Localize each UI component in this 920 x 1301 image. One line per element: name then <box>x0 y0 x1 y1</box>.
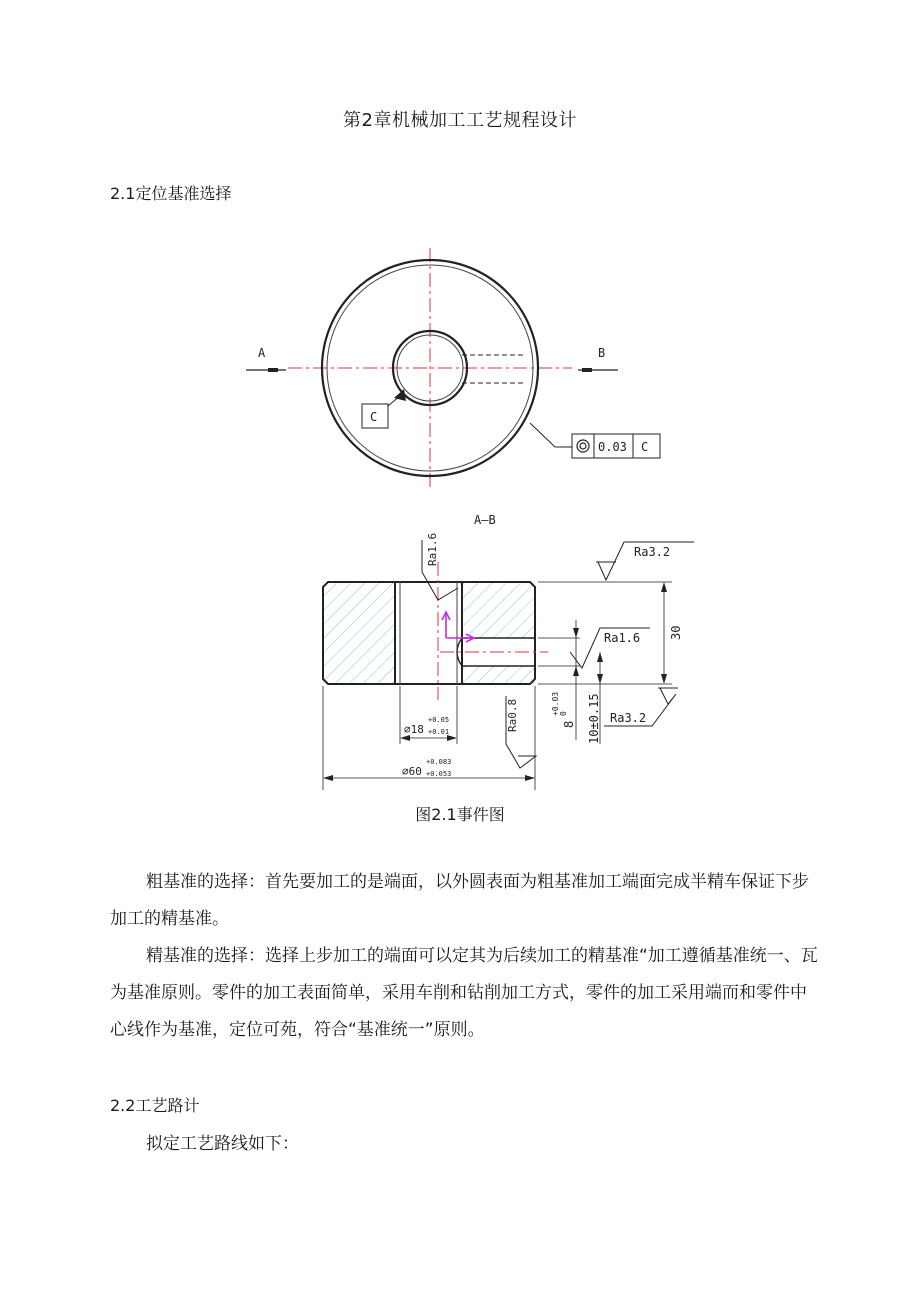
label-b: B <box>598 346 606 360</box>
dim8-tol-upper: +0.03 <box>551 691 560 716</box>
right-hatch <box>462 582 535 684</box>
label-a: A <box>258 346 266 360</box>
section-view <box>323 533 694 790</box>
ra08-label: Ra0.8 <box>506 698 519 732</box>
dim8-arrow-bottom <box>573 666 579 676</box>
dim30-label: 30 <box>669 625 683 640</box>
dim8-tol-lower: 0 <box>559 711 568 716</box>
paragraph-route: 拟定工艺路线如下： <box>146 1134 299 1154</box>
chapter-title: 第2章机械加工工艺规程设计 <box>343 110 577 131</box>
ra32-bottom-label: Ra3.2 <box>610 711 647 725</box>
paragraph-fine-datum: 精基准的选择：选择上步加工的端面可以定其为后续加工的精基准“加工遵循基准统一、瓦为基准原则。零件的加工表面简单，采用车削和钻削加工方式，零件的加工采用端而和零件中心线作为基准，定位可苑，符合“基准统一”原则。 <box>110 946 818 1040</box>
figure-caption: 图2.1事件图 <box>415 805 505 824</box>
section-heading-2-1: 2.1定位基准选择 <box>110 184 232 203</box>
dim18-main: ⌀18 <box>404 723 424 736</box>
ra32-top-label: Ra3.2 <box>634 545 671 559</box>
section-heading-2-2: 2.2工艺路计 <box>110 1096 200 1115</box>
dim8-arrow-top <box>573 628 579 638</box>
section-label: A—B <box>474 513 496 527</box>
datum-c-label: C <box>370 410 378 424</box>
section-marker-b-tick <box>582 368 592 372</box>
dim30-arrow-top <box>661 582 667 592</box>
top-view <box>246 248 660 488</box>
section-marker-a-tick <box>268 368 278 372</box>
dim10-arrow-top <box>597 652 603 662</box>
dim60-arrow-left <box>323 775 333 781</box>
tolerance-leader <box>530 423 572 447</box>
dim60-tol-lower: +0.053 <box>426 770 452 778</box>
dim30-arrow-bottom <box>661 674 667 684</box>
dim18-tol-upper: +0.05 <box>428 716 450 724</box>
ra16-top-label: Ra1.6 <box>426 532 439 566</box>
dim10-label: 10±0.15 <box>587 693 601 744</box>
ra16-mid-label: Ra1.6 <box>604 631 641 645</box>
tolerance-datum: C <box>641 440 649 454</box>
dim8-main: 8 <box>562 720 576 728</box>
dim60-tol-upper: +0.083 <box>426 758 452 766</box>
dim60-arrow-right <box>525 775 535 781</box>
dim18-tol-lower: +0.01 <box>428 728 450 736</box>
paragraph-coarse-datum: 粗基准的选择：首先要加工的是端面，以外圆表面为粗基准加工端面完成半精车保证下步加工的精基准。 <box>110 872 809 929</box>
left-hatch <box>323 582 395 684</box>
dim60-main: ⌀60 <box>402 765 422 778</box>
dim10-arrow-bottom <box>597 674 603 684</box>
tolerance-value: 0.03 <box>598 440 627 454</box>
